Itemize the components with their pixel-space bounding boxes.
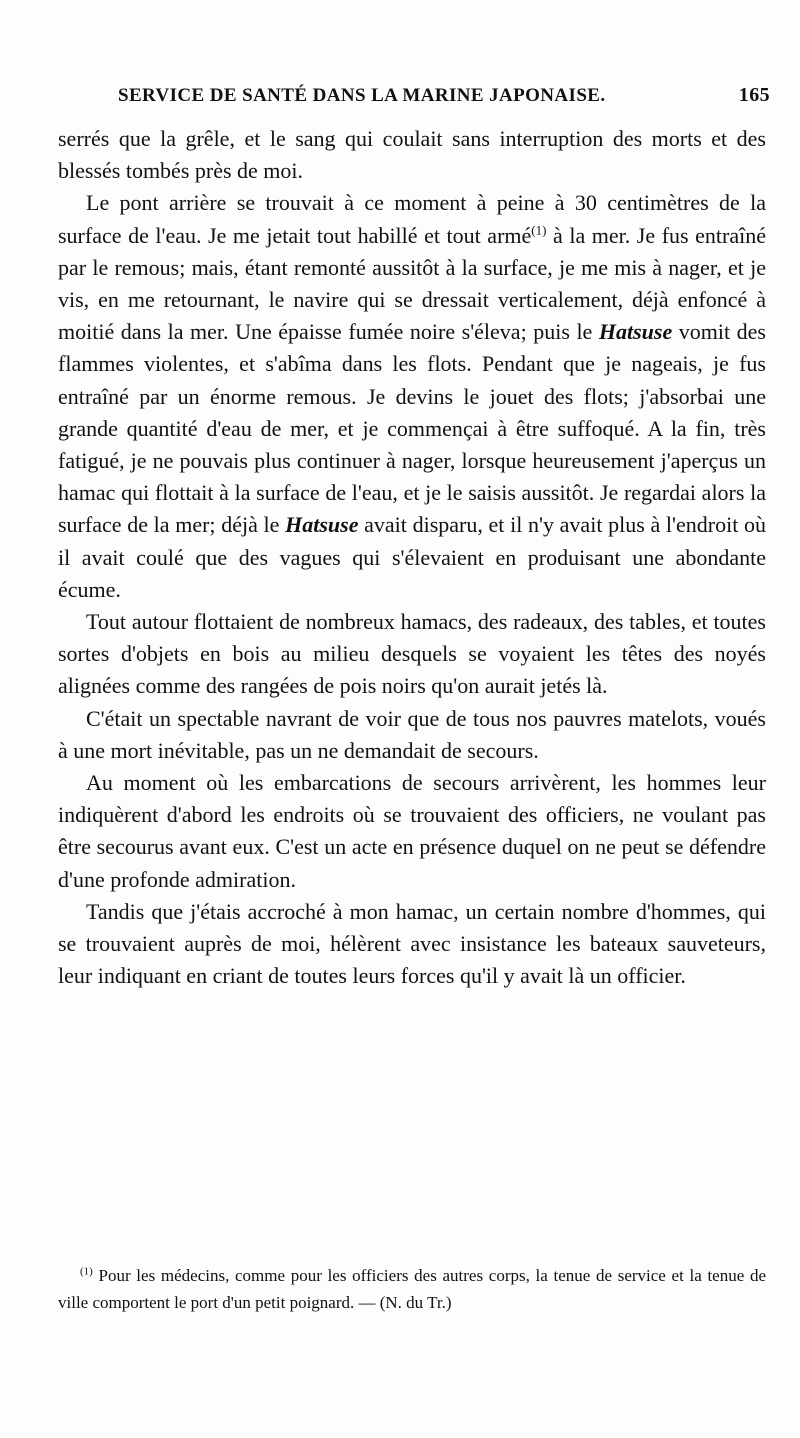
paragraph-continued: serrés que la grêle, et le sang qui coulait sans interruption des morts et des blessés tombés près de moi. bbox=[58, 126, 766, 184]
page-number: 165 bbox=[738, 84, 770, 106]
paragraph-sailors: C'était un spectable navrant de voir que de tous nos pauvres matelots, voués à une mort inévitable, pas un ne demandait de secours. bbox=[58, 705, 766, 763]
footnote-paragraph bbox=[58, 1262, 766, 1316]
ship-name: Hatsuse bbox=[285, 512, 359, 538]
body-text bbox=[58, 123, 766, 992]
footnote-reference: (1) bbox=[531, 222, 547, 238]
running-head: SERVICE DE SANTÉ DANS LA MARINE JAPONAISE. bbox=[118, 85, 606, 106]
footnote-mark: (1) bbox=[80, 1265, 93, 1278]
paragraph-hamac: Tandis que j'étais accroché à mon hamac, un certain nombre d'hommes, qui se trouvaient auprès de moi, hélèrent avec insistance les bateaux sauveteurs, leur indiquant en criant de toutes leurs forces qu'il y avait là un officier. bbox=[58, 898, 766, 989]
paragraph-text: Le pont arrière se trouvait à ce moment à peine à 30 centimètres de la surface de l'eau. Je me jetait tout habillé et tout armé bbox=[58, 190, 766, 248]
paragraph-text: à la mer. Je fus entraîné par le remous; mais, étant remonté aussitôt à la surface, je me mis à nager, et je vis, en me retournant, le navire qui se dressait verticalement, déjà enfoncé à moitié dans la mer. Une épaisse fumée noire s'éleva; puis le bbox=[58, 222, 766, 345]
paragraph-text: vomit des flammes violentes, et s'abîma dans les flots. Pendant que je nageais, je fus entraîné par un énorme remous. Je devins le jouet des flots; j'absorbai une grande quantité d'eau de mer, et je commençai à être suffoqué. A la fin, très fatigué, je ne pouvais plus continuer à nager, lorsque heureusement j'aperçus un hamac qui flottait à la surface de l'eau, et je le saisis aussitôt. Je regardai alors la surface de la mer; déjà le bbox=[58, 319, 766, 538]
paragraph-rescue: Au moment où les embarcations de secours arrivèrent, les hommes leur indiquèrent d'abord les endroits où se trouvaient des officiers, ne voulant pas être secourus avant eux. C'est un acte en présence duquel on ne peut se défendre d'une profonde admiration. bbox=[58, 770, 766, 892]
paragraph-sinking bbox=[58, 187, 766, 606]
paragraph-text: avait disparu, et il n'y avait plus à l'endroit où il avait coulé que des vagues qui s'élevaient en produisant une abondante écume. bbox=[58, 512, 767, 602]
footnote bbox=[58, 1262, 766, 1316]
footnote-text: Pour les médecins, comme pour les officiers des autres corps, la tenue de service et la tenue de ville comportent le port d'un petit poignard. — (N. du Tr.) bbox=[58, 1266, 766, 1312]
ship-name: Hatsuse bbox=[598, 319, 673, 345]
page-header bbox=[58, 84, 770, 116]
paragraph-debris: Tout autour flottaient de nombreux hamacs, des radeaux, des tables, et toutes sortes d'objets en bois au milieu desquels se voyaient les têtes des noyés alignées comme des rangées de pois noirs qu'on aurait jetés là. bbox=[58, 609, 766, 699]
